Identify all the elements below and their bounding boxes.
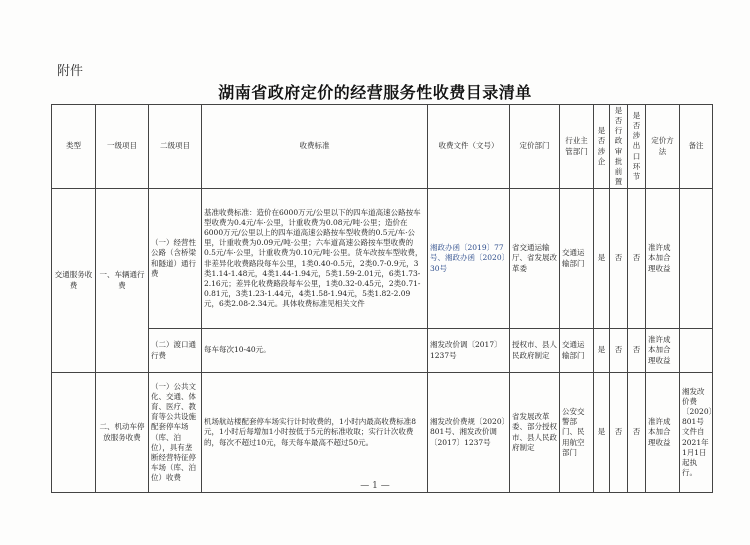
level1-cell: 一、车辆通行费 <box>96 189 149 373</box>
pricing-method-cell: 准许成本加合理收益 <box>646 373 680 493</box>
standard-cell: 机场航站楼配套停车场实行计时收费的，1小时内最高收费标准8元，1小时后每增加1小时按低于5元的标准收取；实行计次收费的，每次不超过10元，每天每车最高不超过50元。 <box>202 373 428 493</box>
involves-enterprise-cell: 是 <box>594 189 610 329</box>
pricing-method-cell: 准许成本加合理收益 <box>646 329 680 373</box>
header-level2: 二级项目 <box>149 105 202 189</box>
industry-dept-cell: 公安交警部门、民用航空部门 <box>560 373 594 493</box>
industry-dept-cell: 交通运输部门 <box>560 329 594 373</box>
level2-cell: （一）经营性公路（含桥梁和隧道）通行费 <box>149 189 202 329</box>
admin-approval-cell: 否 <box>610 189 628 329</box>
level2-cell: （一）公共文化、交通、体育、医疗、教育等公共设施配套停车场（库、泊位），具有垄断经营特征停车场（库、泊位）收费 <box>149 373 202 493</box>
document-cell: 湘发改价费规〔2020〕801号、湘发改价调〔2017〕1237号 <box>428 373 510 493</box>
export-link-cell: 否 <box>628 329 646 373</box>
attachment-label: 附件 <box>57 64 84 79</box>
pricing-method-cell: 准许成本加合理收益 <box>646 189 680 329</box>
pricing-dept-cell: 省发展改革委、部分授权市、县人民政府制定 <box>510 373 560 493</box>
involves-enterprise-cell: 是 <box>594 373 610 493</box>
pricing-dept-cell: 授权市、县人民政府制定 <box>510 329 560 373</box>
table-row <box>52 329 713 373</box>
export-link-cell: 否 <box>628 373 646 493</box>
admin-approval-cell: 否 <box>610 373 628 493</box>
header-export-link: 是否涉出口环节 <box>628 105 646 189</box>
industry-dept-cell: 交通运输部门 <box>560 189 594 329</box>
type-cell-empty <box>52 373 96 493</box>
level1-cell: 二、机动车停放服务收费 <box>96 373 149 493</box>
header-pricing-method: 定价方法 <box>646 105 680 189</box>
header-standard: 收费标准 <box>202 105 428 189</box>
remark-cell <box>680 189 713 329</box>
header-document: 收费文件（文号） <box>428 105 510 189</box>
header-row <box>52 105 713 189</box>
pricing-dept-cell: 省交通运输厅、省发展改革委 <box>510 189 560 329</box>
remark-cell <box>680 329 713 373</box>
document-cell: 湘发改价调〔2017〕1237号 <box>428 329 510 373</box>
page-number: — 1 — <box>360 481 390 491</box>
page-title: 湖南省政府定价的经营服务性收费目录清单 <box>218 83 532 102</box>
standard-cell: 基准收费标准：造价在6000万元/公里以下的四车道高速公路按车型收费为0.4元/车·公里，计重收费为0.08元/吨·公里；造价在6000万元/公里以上的四车道高速公路按车型收费的0.5元/车·公里，计重收费为0.09元/吨·公里；六车道高速公路按车型收费的0.5元/车·公里，计重收费为0.10元/吨·公里。货车改按车型收费，非差异化收费路段每车公里，1类0.40-0.5元，2类0.7-0.9元，3类1.14-1.48元，4类1.44-1.94元，5类1.59-2.01元，6类1.73-2.16元；差异化收费路段每车公里，1类0.32-0.45元，2类0.71-0.81元，3类1.23-1.44元，4类1.58-1.94元，5类1.82-2.09元，6类2.08-2.34元。具体收费标准见相关文件 <box>202 189 428 329</box>
fee-catalog-table <box>51 104 717 493</box>
level2-cell: （二）渡口通行费 <box>149 329 202 373</box>
header-remark: 备注 <box>680 105 713 189</box>
export-link-cell: 否 <box>628 189 646 329</box>
remark-cell: 湘发改价费〔2020〕801号文件自2021年1月1日起执行。 <box>680 373 713 493</box>
involves-enterprise-cell: 是 <box>594 329 610 373</box>
header-level1: 一级项目 <box>96 105 149 189</box>
header-industry-dept: 行业主管部门 <box>560 105 594 189</box>
type-cell: 交通服务收费 <box>52 189 96 373</box>
standard-cell: 每车每次10-40元。 <box>202 329 428 373</box>
table-row <box>52 189 713 329</box>
header-admin-approval: 是否行政审批前置 <box>610 105 628 189</box>
header-pricing-dept: 定价部门 <box>510 105 560 189</box>
header-involves-enterprise: 是否涉企 <box>594 105 610 189</box>
document-cell: 湘政办函〔2019〕77号、湘政办函〔2020〕30号 <box>428 189 510 329</box>
table-row <box>52 373 713 493</box>
admin-approval-cell: 否 <box>610 329 628 373</box>
header-type: 类型 <box>52 105 96 189</box>
